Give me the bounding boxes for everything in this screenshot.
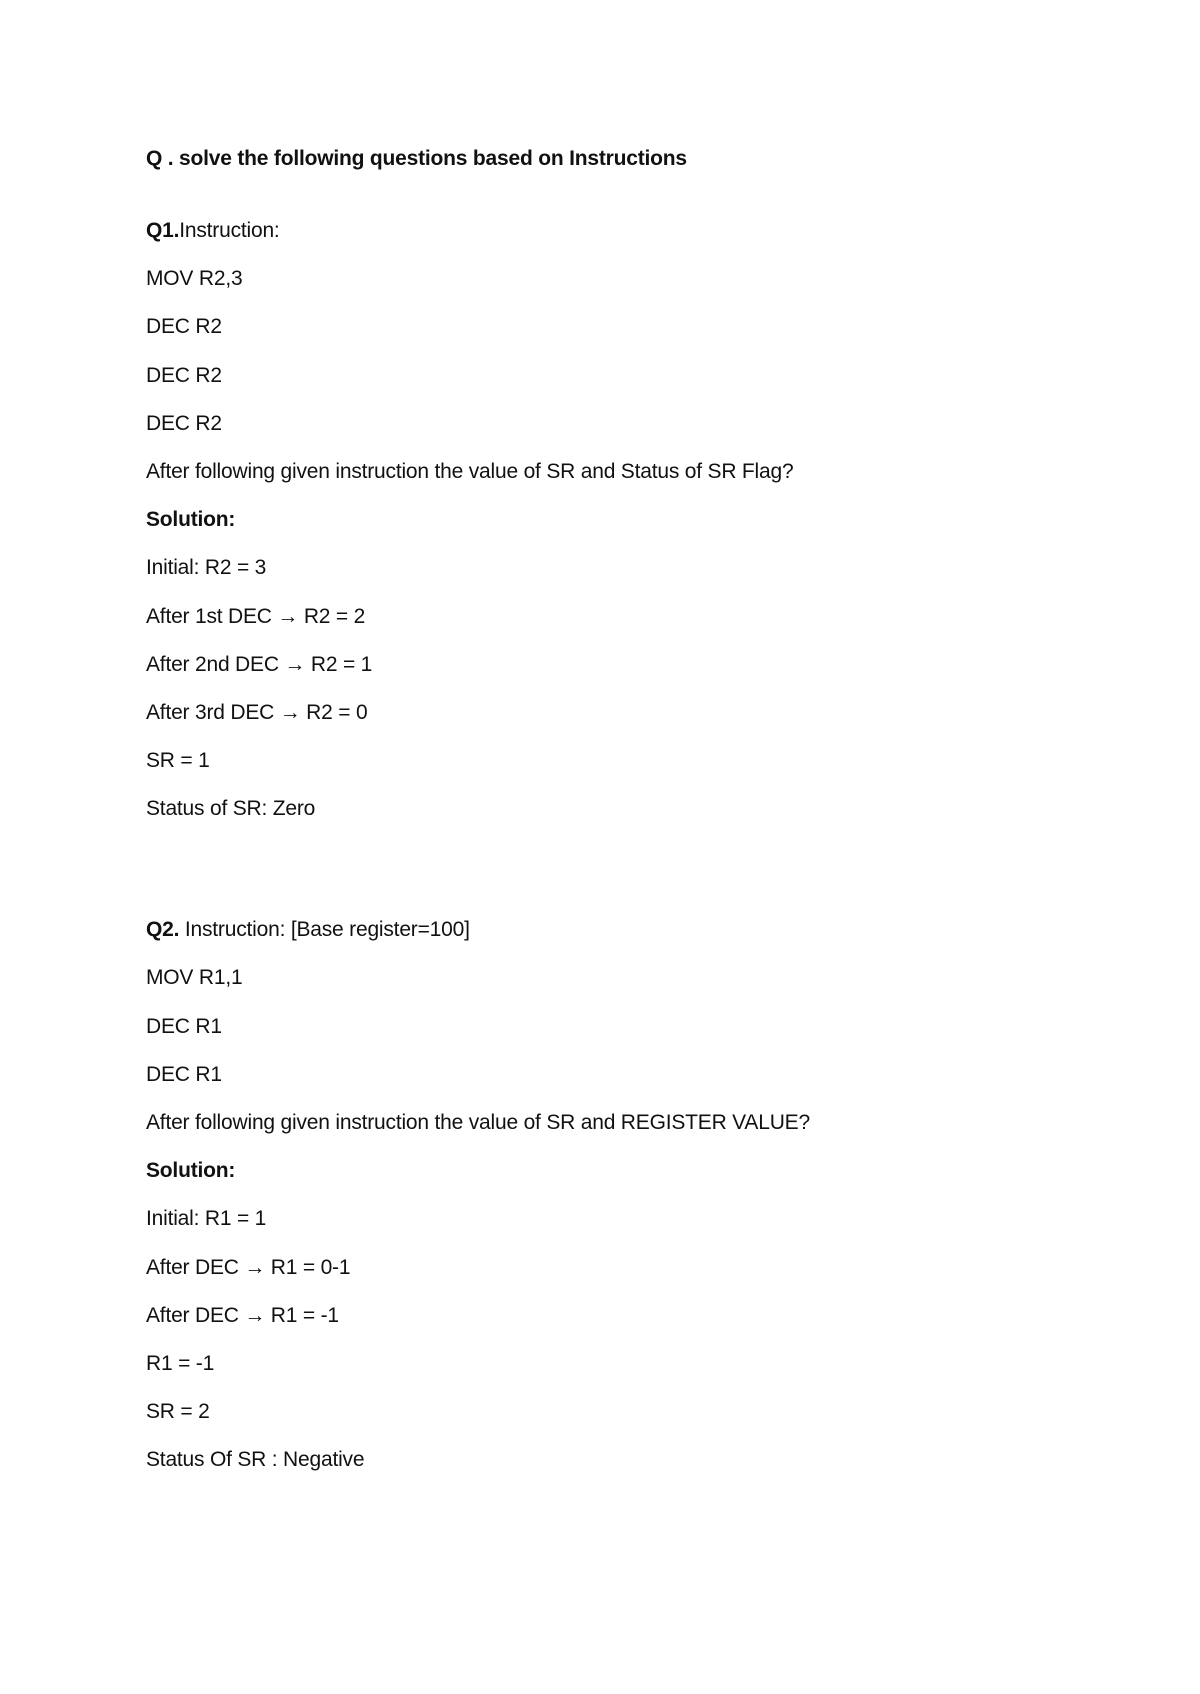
q1-question: After following given instruction the value of SR and Status of SR Flag? (146, 459, 794, 483)
q2-instruction: DEC R1 (146, 1014, 222, 1038)
q2-step: SR = 2 (146, 1400, 210, 1424)
q2-step: Initial: R1 = 1 (146, 1207, 267, 1231)
q2-title-text: Instruction: [Base register=100] (179, 918, 470, 942)
q1-label: Q1. (146, 219, 180, 242)
q1-step: After 2nd DEC → R2 = 1 (146, 652, 373, 676)
q1-instruction: DEC R2 (146, 315, 222, 339)
document-content (146, 145, 1146, 1495)
q1-instruction: DEC R2 (146, 411, 222, 435)
q1-step: SR = 1 (146, 749, 210, 773)
q2-instruction: DEC R1 (146, 1062, 222, 1086)
q1-title (146, 217, 1146, 245)
q1-instruction: MOV R2,3 (146, 267, 243, 291)
q1-title-text: Instruction: (179, 219, 280, 242)
q2-step: After DEC → R1 = -1 (146, 1303, 339, 1327)
document-heading: Q . solve the following questions based on Instructions (146, 147, 687, 170)
q1-step: Status of SR: Zero (146, 797, 316, 821)
q1-solution-label: Solution: (146, 508, 236, 532)
q1-step: Initial: R2 = 3 (146, 556, 267, 580)
q2-label: Q2. (146, 918, 180, 942)
q2-question: After following given instruction the value of SR and REGISTER VALUE? (146, 1111, 810, 1134)
q1-step: After 3rd DEC → R2 = 0 (146, 700, 368, 724)
q2-step: After DEC → R1 = 0-1 (146, 1255, 351, 1279)
q2-solution-label: Solution: (146, 1159, 236, 1183)
q2-title (146, 916, 1146, 944)
q1-instruction: DEC R2 (146, 363, 222, 387)
q2-instruction: MOV R1,1 (146, 966, 243, 990)
q1-step: After 1st DEC → R2 = 2 (146, 604, 366, 628)
q2-step: R1 = -1 (146, 1351, 215, 1375)
q2-step: Status Of SR : Negative (146, 1448, 365, 1472)
